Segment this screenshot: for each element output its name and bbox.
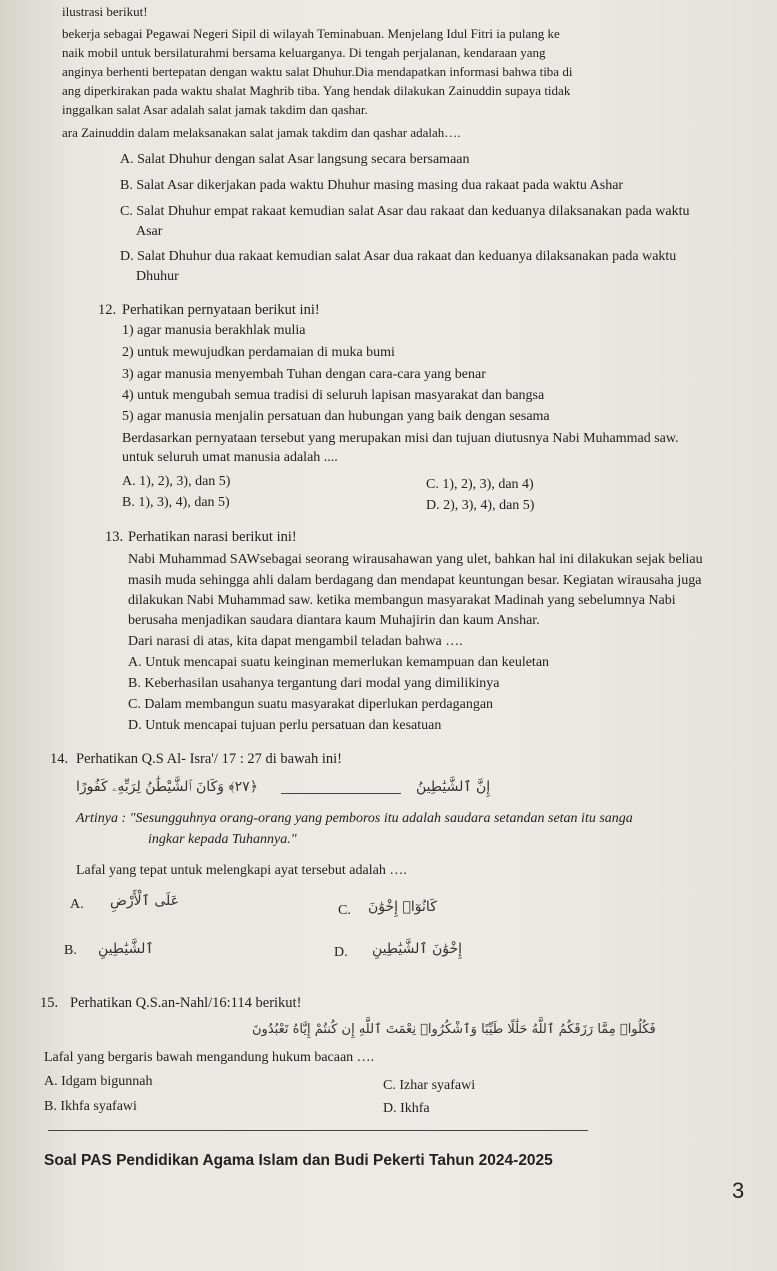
q11-option-d-cont: Dhuhur <box>136 269 179 284</box>
q14-option-a-arabic: عَلَى ٱلْأَرْضِ <box>110 893 179 909</box>
q11-line-4: ang diperkirakan pada waktu shalat Maghrib tiba. Yang hendak dilakukan Zainuddin supaya tidak <box>62 83 571 98</box>
q13-title: Perhatikan narasi berikut ini! <box>128 529 297 545</box>
q11-option-b: B. Salat Asar dikerjakan pada waktu Dhuhur masing masing dua rakaat pada waktu Ashar <box>120 178 624 193</box>
q11-line-5: inggalkan salat Asar adalah salat jamak takdim dan qashar. <box>62 102 368 117</box>
q14-option-a-label: A. <box>70 897 84 912</box>
q12-question-line-1: Berdasarkan pernyataan tersebut yang merupakan misi dan tujuan diutusnya Nabi Muhammad saw. <box>122 431 679 446</box>
q12-statement-3: 3) agar manusia menyembah Tuhan dengan cara-cara yang benar <box>122 367 486 382</box>
q13-option-d: D. Untuk mencapai tujuan perlu persatuan dan kesatuan <box>128 718 442 733</box>
q11-option-c-cont: Asar <box>136 224 163 239</box>
q11-line-1: bekerja sebagai Pegawai Negeri Sipil di wilayah Teminabuan. Menjelang Idul Fitri ia pulang ke <box>62 26 560 41</box>
q12-option-d: D. 2), 3), 4), dan 5) <box>426 498 535 513</box>
q14-option-d-label: D. <box>334 945 348 960</box>
q11-line-2: naik mobil untuk bersilaturahmi bersama keluarganya. Di tengah perjalanan, kendaraan yang <box>62 45 546 60</box>
q14-option-c-arabic: كَانُوٓا۟ إِخْوَٰنَ <box>368 899 437 915</box>
q14-option-c-label: C. <box>338 903 351 918</box>
q13-line-1: Nabi Muhammad SAWsebagai seorang wirausahawan yang ulet, bahkan hal ini dilakukan sejak beliau <box>128 552 703 567</box>
q11-question: ara Zainuddin dalam melaksanakan salat jamak takdim dan qashar adalah…. <box>62 125 461 140</box>
q14-number: 14. <box>50 751 69 767</box>
q13-question: Dari narasi di atas, kita dapat mengambil teladan bahwa …. <box>128 634 463 649</box>
q12-statement-4: 4) untuk mengubah semua tradisi di seluruh lapisan masyarakat dan bangsa <box>122 388 545 403</box>
q15-option-c: C. Izhar syafawi <box>383 1078 476 1093</box>
q13-option-b: B. Keberhasilan usahanya tergantung dari modal yang dimilikinya <box>128 676 500 691</box>
q15-number: 15. <box>40 995 59 1011</box>
q13-line-4: berusaha menjadikan saudara diantara kaum Muhajirin dan kaum Anshar. <box>128 613 540 628</box>
q12-statement-5: 5) agar manusia menjalin persatuan dan hubungan yang baik dengan sesama <box>122 409 550 424</box>
q12-option-a: A. 1), 2), 3), dan 5) <box>122 474 231 489</box>
q11-line-3: anginya berhenti bertepatan dengan waktu salat Dhuhur.Dia mendapatkan informasi bahwa tiba di <box>62 64 573 79</box>
q15-option-b: B. Ikhfa syafawi <box>44 1099 137 1114</box>
q12-option-c: C. 1), 2), 3), dan 4) <box>426 477 534 492</box>
q11-intro: ilustrasi berikut! <box>62 4 148 19</box>
q15-prompt: Lafal yang bergaris bawah mengandung hukum bacaan …. <box>44 1050 375 1065</box>
q12-question-line-2: untuk seluruh umat manusia adalah .... <box>122 450 338 465</box>
q12-title: Perhatikan pernyataan berikut ini! <box>122 302 320 318</box>
q11-option-a: A. Salat Dhuhur dengan salat Asar langsung secara bersamaan <box>120 152 470 167</box>
footer-divider <box>48 1130 588 1131</box>
q14-option-b-label: B. <box>64 943 77 958</box>
q12-statement-2: 2) untuk mewujudkan perdamaian di muka bumi <box>122 345 395 360</box>
q13-line-2: masih muda sehingga ahli dalam berdagang dan mendapat keuntungan besar. Kegiatan wirausaha juga <box>128 573 702 588</box>
q15-title: Perhatikan Q.S.an-Nahl/16:114 berikut! <box>70 995 302 1011</box>
page-number: 3 <box>732 1178 745 1203</box>
q12-statement-1: 1) agar manusia berakhlak mulia <box>122 323 306 338</box>
q14-meaning-line-2: ingkar kepada Tuhannya." <box>148 832 297 847</box>
q11-option-c: C. Salat Dhuhur empat rakaat kemudian salat Asar dau rakaat dan keduanya dilaksanakan pada waktu <box>120 204 690 219</box>
q14-option-d-arabic: إِخْوَٰنَ ٱلشَّيَٰطِينِ <box>372 941 463 957</box>
q14-meaning-line-1: Artinya : "Sesungguhnya orang-orang yang pemboros itu adalah saudara setandan setan itu sanga <box>76 811 633 826</box>
q14-prompt: Lafal yang tepat untuk melengkapi ayat tersebut adalah …. <box>76 863 407 878</box>
q14-verse <box>76 779 636 803</box>
q13-option-a: A. Untuk mencapai suatu keinginan memerlukan kemampuan dan keuletan <box>128 655 550 670</box>
q11-option-d: D. Salat Dhuhur dua rakaat kemudian salat Asar dua rakaat dan keduanya dilaksanakan pada waktu <box>120 249 677 264</box>
q12-option-b: B. 1), 3), 4), dan 5) <box>122 495 230 510</box>
footer-title: Soal PAS Pendidikan Agama Islam dan Budi Pekerti Tahun 2024-2025 <box>44 1152 553 1169</box>
q14-blank-line <box>281 793 401 794</box>
q15-verse: فَكُلُوا۟ مِمَّا رَزَقَكُمُ ٱللَّهُ حَلَٰلًا طَيِّبًا وَٱشْكُرُوا۟ نِعْمَتَ ٱللَّهِ إِن كُنتُمْ إِيَّاهُ تَعْبُدُونَ <box>252 1022 656 1037</box>
q14-verse-right: ﴿٢٧﴾ وَكَانَ ٱلشَّيْطَٰنُ لِرَبِّهِۦ كَفُورًا <box>76 779 258 795</box>
q13-line-3: dilakukan Nabi Muhammad saw. ketika membangun masyarakat Madinah yang sebelumnya Nabi <box>128 593 676 608</box>
q15-option-d: D. Ikhfa <box>383 1101 430 1116</box>
q13-number: 13. <box>105 529 124 545</box>
q12-number: 12. <box>98 302 117 318</box>
q14-option-b-arabic: ٱلشَّيَٰطِينِ <box>98 941 154 957</box>
q13-option-c: C. Dalam membangun suatu masyarakat diperlukan perdagangan <box>128 697 494 712</box>
q14-verse-left: إِنَّ ٱلشَّيَٰطِينُ <box>416 779 491 795</box>
q15-option-a: A. Idgam bigunnah <box>44 1074 153 1089</box>
q14-title: Perhatikan Q.S Al- Isra'/ 17 : 27 di bawah ini! <box>76 751 342 767</box>
